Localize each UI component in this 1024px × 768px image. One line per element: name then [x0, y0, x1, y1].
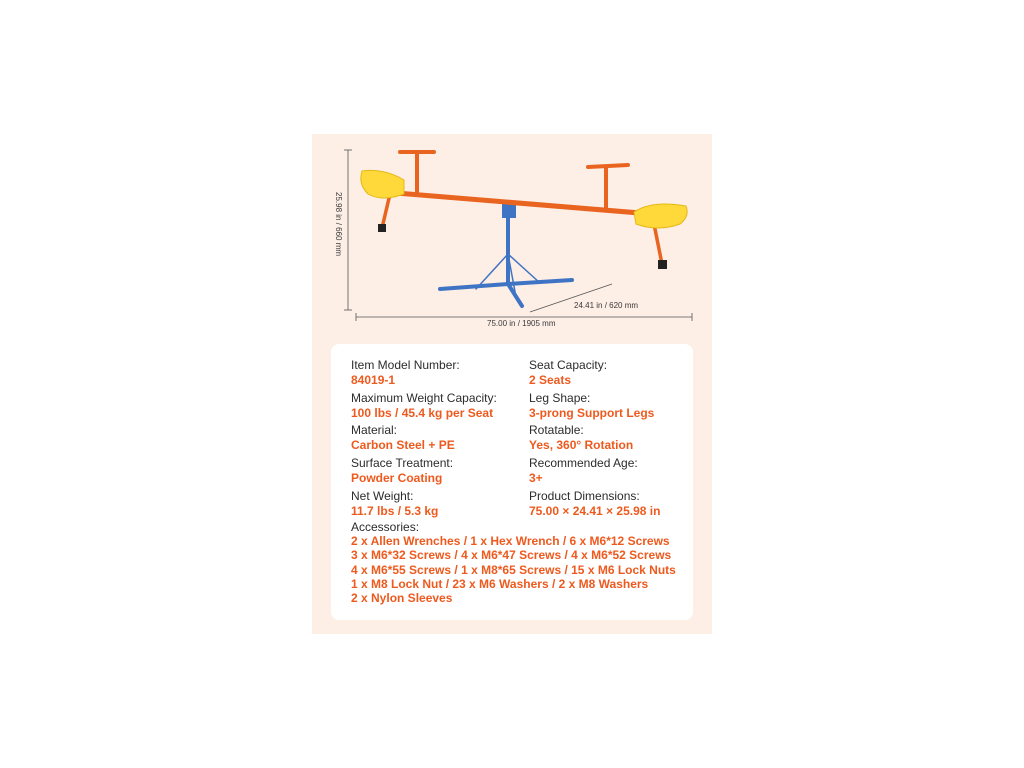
accessories-line: 2 x Nylon Sleeves — [351, 591, 453, 606]
spec-value: 3+ — [529, 471, 543, 485]
seesaw-base — [440, 212, 572, 306]
specs-card — [331, 344, 693, 620]
spec-label: Product Dimensions: — [529, 489, 640, 503]
seesaw-beam — [384, 192, 652, 214]
height-dimension — [334, 150, 352, 310]
spec-model — [351, 358, 460, 388]
length-dimension — [356, 313, 692, 328]
foot-cap-right — [658, 260, 667, 269]
depth-dimension — [530, 284, 638, 312]
product-panel — [312, 134, 712, 634]
spec-rotatable — [529, 423, 633, 453]
accessories-section — [351, 520, 676, 605]
spec-material — [351, 423, 455, 453]
spec-recommended-age — [529, 456, 638, 486]
spec-value: Yes, 360° Rotation — [529, 438, 634, 452]
spec-label: Leg Shape: — [529, 391, 591, 405]
spec-value: 2 Seats — [529, 373, 572, 387]
spec-value: 11.7 lbs / 5.3 kg — [351, 504, 439, 518]
spec-value: 75.00 × 24.41 × 25.98 in — [529, 504, 661, 518]
accessories-line: 1 x M8 Lock Nut / 23 x M6 Washers / 2 x M8 Washers — [351, 576, 649, 591]
height-label: 25.98 in / 660 mm — [334, 192, 343, 257]
depth-label: 24.41 in / 620 mm — [574, 301, 639, 310]
accessories-line: 2 x Allen Wrenches / 1 x Hex Wrench / 6 x M6*12 Screws — [351, 534, 670, 549]
spec-leg-shape — [529, 391, 654, 421]
spec-value: 84019-1 — [351, 373, 396, 387]
spec-net-weight — [351, 489, 438, 519]
spec-label: Net Weight: — [351, 489, 414, 503]
spec-weight-capacity — [351, 391, 497, 421]
spec-label: Material: — [351, 423, 398, 437]
seat-right — [634, 204, 687, 228]
accessories-line: 3 x M6*32 Screws / 4 x M6*47 Screws / 4 x M6*52 Screws — [351, 548, 672, 563]
foot-cap-left — [378, 224, 386, 232]
spec-value: Powder Coating — [351, 471, 443, 485]
spec-label: Surface Treatment: — [351, 456, 454, 470]
spec-seat-capacity — [529, 358, 607, 388]
spec-label: Seat Capacity: — [529, 358, 608, 372]
spec-dimensions — [529, 489, 660, 519]
length-label: 75.00 in / 1905 mm — [487, 319, 556, 328]
seat-left — [361, 170, 404, 198]
spec-label: Rotatable: — [529, 423, 584, 437]
accessories-label: Accessories: — [351, 520, 420, 534]
spec-value: 100 lbs / 45.4 kg per Seat — [351, 406, 494, 420]
spec-value: 3-prong Support Legs — [529, 406, 655, 420]
spec-surface — [351, 456, 453, 486]
spec-label: Maximum Weight Capacity: — [351, 391, 497, 405]
spec-label: Recommended Age: — [529, 456, 638, 470]
spec-value: Carbon Steel + PE — [351, 438, 455, 452]
accessories-line: 4 x M6*55 Screws / 1 x M8*65 Screws / 15 x M6 Lock Nuts — [351, 562, 676, 577]
spec-label: Item Model Number: — [351, 358, 460, 372]
seesaw-illustration — [312, 134, 712, 344]
